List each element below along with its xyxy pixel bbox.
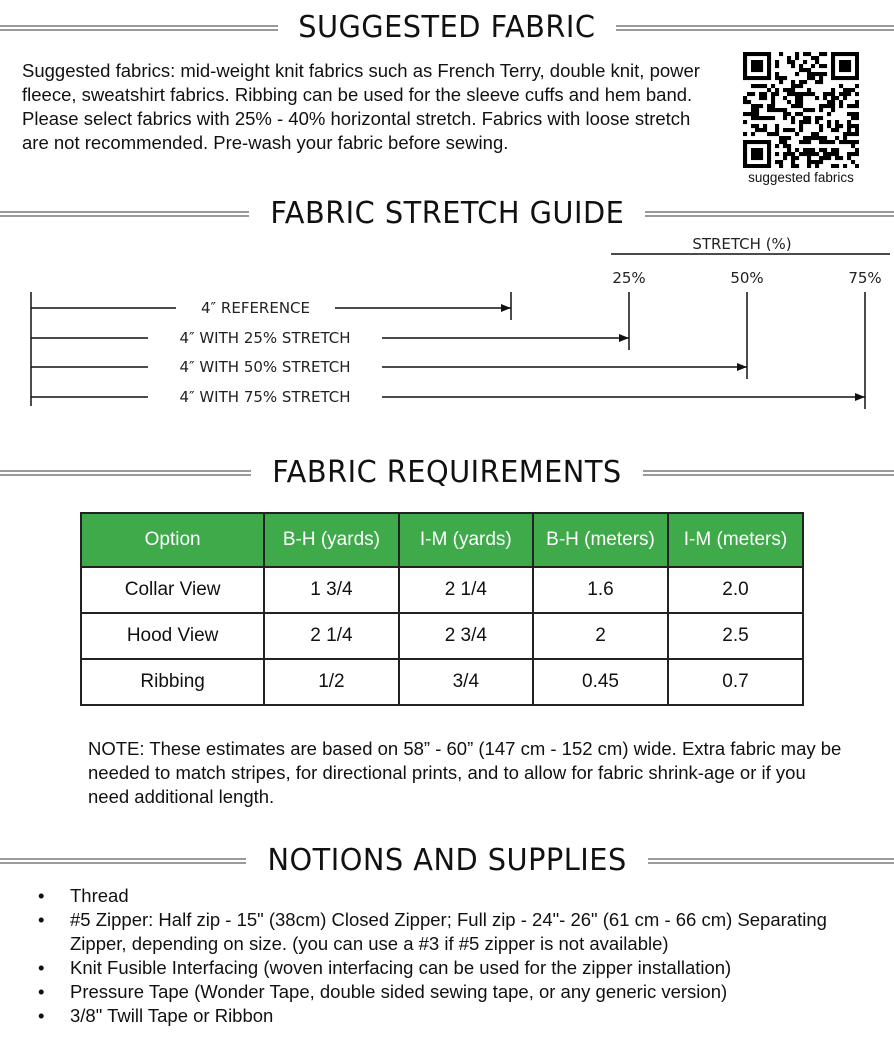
stretch-row-label: 4″ WITH 75% STRETCH [179, 388, 351, 406]
row-label: Collar View [81, 567, 264, 613]
bullet-icon: • [38, 1005, 45, 1026]
list-item-text: #5 Zipper: Half zip - 15" (38cm) Closed Zipper; Full zip - 24"- 26" (61 cm - 66 cm) Separating Zipper, depending on size. (you can use a #3 if #5 zipper is not available) [70, 909, 827, 954]
requirements-note: NOTE: These estimates are based on 58” - 60” (147 cm - 152 cm) wide. Extra fabric may be needed to match stripes, for directional prints, and to allow for fabric shrink-age or if you need additional length. [88, 738, 842, 807]
section-header-stretch-guide [0, 196, 894, 231]
stretch-tick-label: 50% [730, 269, 764, 287]
section-header-requirements [0, 455, 894, 490]
divider [0, 858, 246, 864]
notions-list [38, 884, 858, 1028]
column-header: I-M (meters) [668, 513, 803, 567]
divider [0, 211, 249, 217]
bullet-icon: • [38, 909, 45, 930]
divider [648, 858, 894, 864]
table-cell: 1/2 [264, 659, 398, 705]
row-label: Hood View [81, 613, 264, 659]
divider [0, 470, 251, 476]
bullet-icon: • [38, 981, 45, 1002]
list-item [38, 956, 858, 980]
stretch-tick-label: 75% [848, 269, 882, 287]
qr-caption: suggested fabrics [748, 170, 854, 185]
table-cell: 2 [533, 613, 668, 659]
column-header: I-M (yards) [399, 513, 533, 567]
divider [645, 211, 894, 217]
table-cell: 0.45 [533, 659, 668, 705]
list-item-text: Pressure Tape (Wonder Tape, double sided sewing tape, or any generic version) [70, 981, 728, 1002]
qr-code-icon[interactable] [743, 52, 859, 168]
fabric-requirements-table [80, 512, 804, 706]
section-title: SUGGESTED FABRIC [298, 10, 596, 45]
table-row [81, 613, 803, 659]
list-item-text: 3/8" Twill Tape or Ribbon [70, 1005, 274, 1026]
section-title: FABRIC STRETCH GUIDE [270, 196, 624, 231]
table-row [81, 659, 803, 705]
stretch-row [31, 292, 511, 320]
section-title: FABRIC REQUIREMENTS [272, 455, 622, 490]
list-item [38, 884, 858, 908]
bullet-icon: • [38, 885, 45, 906]
list-item [38, 980, 858, 1004]
table-row [81, 567, 803, 613]
table-header-row [81, 513, 803, 567]
column-header: Option [81, 513, 264, 567]
list-item [38, 1004, 858, 1028]
stretch-tick-label: 25% [612, 269, 646, 287]
table-cell: 1 3/4 [264, 567, 398, 613]
table-cell: 2 1/4 [399, 567, 533, 613]
suggested-fabric-text: Suggested fabrics: mid-weight knit fabrics such as French Terry, double knit, power fleece, sweatshirt fabrics. Ribbing can be used for the sleeve cuffs and hem band. Please select fabrics with 25% - 40% horizontal stretch. Fabrics with loose stretch are not recommended. Pre-wash your fabric before sewing. [22, 60, 700, 153]
section-header-notions [0, 843, 894, 878]
table-cell: 3/4 [399, 659, 533, 705]
qr-block[interactable] [740, 52, 862, 185]
column-header: B-H (yards) [264, 513, 398, 567]
table-cell: 2 3/4 [399, 613, 533, 659]
stretch-row-label: 4″ WITH 25% STRETCH [179, 329, 351, 347]
stretch-diagram [0, 228, 894, 413]
stretch-row [31, 292, 865, 409]
table-cell: 2.0 [668, 567, 803, 613]
table-cell: 2 1/4 [264, 613, 398, 659]
table-cell: 1.6 [533, 567, 668, 613]
divider [643, 470, 894, 476]
table-cell: 2.5 [668, 613, 803, 659]
divider [0, 25, 278, 31]
divider [616, 25, 894, 31]
section-title: NOTIONS AND SUPPLIES [267, 843, 627, 878]
stretch-row-label: 4″ REFERENCE [201, 299, 310, 317]
bullet-icon: • [38, 957, 45, 978]
stretch-axis-label: STRETCH (%) [692, 235, 792, 253]
list-item-text: Knit Fusible Interfacing (woven interfacing can be used for the zipper installation) [70, 957, 732, 978]
stretch-row [31, 292, 747, 379]
column-header: B-H (meters) [533, 513, 668, 567]
stretch-row-label: 4″ WITH 50% STRETCH [179, 358, 351, 376]
list-item [38, 908, 858, 956]
list-item-text: Thread [70, 885, 129, 906]
stretch-row [31, 292, 629, 350]
section-header-suggested-fabric [0, 10, 894, 45]
table-cell: 0.7 [668, 659, 803, 705]
row-label: Ribbing [81, 659, 264, 705]
